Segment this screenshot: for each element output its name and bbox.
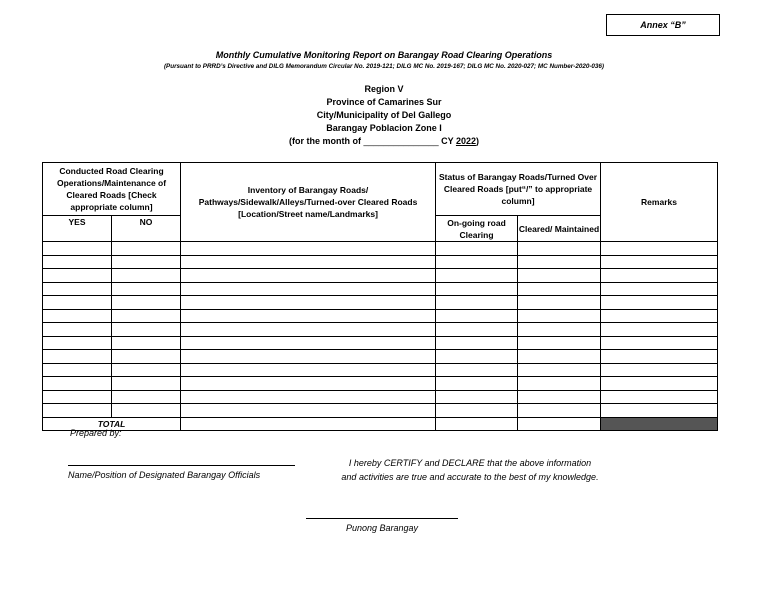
- report-title: Monthly Cumulative Monitoring Report on Barangay Road Clearing Operations: [215, 50, 553, 60]
- table-cell[interactable]: [181, 377, 436, 391]
- table-cell[interactable]: [181, 269, 436, 283]
- table-cell[interactable]: [601, 323, 718, 337]
- table-cell[interactable]: [518, 363, 601, 377]
- table-cell[interactable]: [43, 363, 112, 377]
- table-cell[interactable]: [112, 404, 181, 418]
- certify-line-2: and activities are true and accurate to the best of my knowledge.: [341, 472, 599, 482]
- table-cell[interactable]: [436, 309, 518, 323]
- table-cell[interactable]: [518, 390, 601, 404]
- table-row: [43, 404, 718, 418]
- table-cell[interactable]: [518, 255, 601, 269]
- prepared-by-label: Prepared by:: [70, 428, 122, 438]
- table-cell[interactable]: [112, 390, 181, 404]
- total-remarks-shaded: [601, 417, 718, 430]
- table-cell[interactable]: [436, 390, 518, 404]
- table-cell[interactable]: [112, 377, 181, 391]
- table-cell[interactable]: [436, 363, 518, 377]
- header-cleared: Cleared/ Maintained: [518, 216, 601, 242]
- table-cell[interactable]: [601, 390, 718, 404]
- table-cell[interactable]: [112, 363, 181, 377]
- table-cell[interactable]: [43, 350, 112, 364]
- header-yes: YES: [43, 216, 112, 242]
- table-cell[interactable]: [436, 336, 518, 350]
- header-status: Status of Barangay Roads/Turned Over Cleared Roads [put“/” to appropriate column]: [436, 163, 601, 216]
- punong-signature-line: [306, 518, 458, 519]
- table-cell[interactable]: [436, 255, 518, 269]
- table-row: [43, 350, 718, 364]
- certification-text: [300, 456, 640, 484]
- table-cell[interactable]: [436, 282, 518, 296]
- month-line: [0, 136, 768, 146]
- table-cell[interactable]: [43, 323, 112, 337]
- table-cell[interactable]: [112, 323, 181, 337]
- header-ongoing: On-going road Clearing: [436, 216, 518, 242]
- table-row: [43, 390, 718, 404]
- year: 2022: [455, 136, 476, 146]
- table-cell[interactable]: [518, 242, 601, 256]
- table-cell[interactable]: [601, 269, 718, 283]
- table-cell[interactable]: [112, 336, 181, 350]
- table-row: [43, 363, 718, 377]
- table-row: [43, 336, 718, 350]
- table-cell[interactable]: [518, 282, 601, 296]
- total-cell[interactable]: [181, 417, 436, 430]
- report-subtitle: (Pursuant to PRRD’s Directive and DILG Memorandum Circular No. 2019-121; DILG MC No. 2019-167; DILG MC No. 2020-027; MC Number-2020-036): [163, 63, 605, 70]
- table-cell[interactable]: [518, 404, 601, 418]
- month-suffix: ): [475, 136, 479, 146]
- cy-label: CY: [438, 136, 456, 146]
- table-row: [43, 242, 718, 256]
- table-cell[interactable]: [43, 296, 112, 310]
- table-cell[interactable]: [112, 350, 181, 364]
- table-cell[interactable]: [436, 404, 518, 418]
- table-cell[interactable]: [601, 309, 718, 323]
- table-cell[interactable]: [181, 255, 436, 269]
- table-cell[interactable]: [601, 255, 718, 269]
- table-cell[interactable]: [601, 350, 718, 364]
- table-cell[interactable]: [112, 269, 181, 283]
- official-label: Name/Position of Designated Barangay Officials: [68, 470, 261, 480]
- annex-label: Annex “B”: [606, 14, 720, 36]
- table-cell[interactable]: [601, 404, 718, 418]
- table-cell[interactable]: [518, 269, 601, 283]
- table-cell[interactable]: [436, 377, 518, 391]
- table-cell[interactable]: [181, 336, 436, 350]
- region: Region V: [364, 84, 404, 94]
- table-cell[interactable]: [518, 323, 601, 337]
- city: City/Municipality of Del Gallego: [316, 110, 452, 120]
- total-cell[interactable]: [436, 417, 518, 430]
- total-cell[interactable]: [518, 417, 601, 430]
- header-conducted: Conducted Road Clearing Operations/Maintenance of Cleared Roads [Check appropriate column]: [43, 163, 181, 216]
- table-cell[interactable]: [112, 255, 181, 269]
- table-cell[interactable]: [181, 363, 436, 377]
- header-remarks: Remarks: [601, 163, 718, 242]
- table-cell[interactable]: [43, 404, 112, 418]
- table-cell[interactable]: [436, 296, 518, 310]
- table-row: [43, 255, 718, 269]
- table-cell[interactable]: [601, 242, 718, 256]
- table-row: [43, 323, 718, 337]
- total-label: TOTAL: [43, 417, 181, 430]
- table-cell[interactable]: [181, 309, 436, 323]
- table-cell[interactable]: [181, 282, 436, 296]
- table-cell[interactable]: [43, 309, 112, 323]
- official-signature-line: [68, 465, 295, 466]
- table-cell[interactable]: [181, 404, 436, 418]
- table-cell[interactable]: [112, 309, 181, 323]
- table-row: [43, 309, 718, 323]
- table-cell[interactable]: [112, 242, 181, 256]
- table-cell[interactable]: [601, 363, 718, 377]
- table-cell[interactable]: [601, 377, 718, 391]
- table-cell[interactable]: [112, 282, 181, 296]
- total-row: [43, 417, 718, 430]
- table-cell[interactable]: [181, 323, 436, 337]
- table-cell[interactable]: [518, 309, 601, 323]
- table-row: [43, 282, 718, 296]
- table-cell[interactable]: [43, 282, 112, 296]
- month-blank: _______________: [363, 136, 439, 146]
- table-cell[interactable]: [601, 282, 718, 296]
- table-cell[interactable]: [436, 323, 518, 337]
- province: Province of Camarines Sur: [326, 97, 442, 107]
- table-cell[interactable]: [518, 377, 601, 391]
- table-row: [43, 377, 718, 391]
- table-cell[interactable]: [43, 242, 112, 256]
- table-cell[interactable]: [181, 296, 436, 310]
- barangay: Barangay Poblacion Zone I: [326, 123, 442, 133]
- table-cell[interactable]: [436, 350, 518, 364]
- table-cell[interactable]: [601, 296, 718, 310]
- table-cell[interactable]: [518, 296, 601, 310]
- table-cell[interactable]: [43, 255, 112, 269]
- table-cell[interactable]: [601, 336, 718, 350]
- certify-line-1: I hereby CERTIFY and DECLARE that the above information: [348, 458, 592, 468]
- table-row: [43, 269, 718, 283]
- table-cell[interactable]: [436, 269, 518, 283]
- table-cell[interactable]: [518, 350, 601, 364]
- table-cell[interactable]: [181, 350, 436, 364]
- table-cell[interactable]: [436, 242, 518, 256]
- monitoring-table: [42, 162, 718, 431]
- table-cell[interactable]: [43, 269, 112, 283]
- table-cell[interactable]: [112, 296, 181, 310]
- table-cell[interactable]: [43, 336, 112, 350]
- table-cell[interactable]: [518, 336, 601, 350]
- header-no: NO: [112, 216, 181, 242]
- table-row: [43, 296, 718, 310]
- table-cell[interactable]: [43, 377, 112, 391]
- table-cell[interactable]: [181, 390, 436, 404]
- header-inventory: Inventory of Barangay Roads/ Pathways/Sidewalk/Alleys/Turned-over Cleared Roads [Location/Street name/Landmarks]: [181, 163, 436, 242]
- month-prefix: (for the month of: [289, 136, 364, 146]
- punong-barangay-label: Punong Barangay: [345, 523, 419, 533]
- table-cell[interactable]: [43, 390, 112, 404]
- table-cell[interactable]: [181, 242, 436, 256]
